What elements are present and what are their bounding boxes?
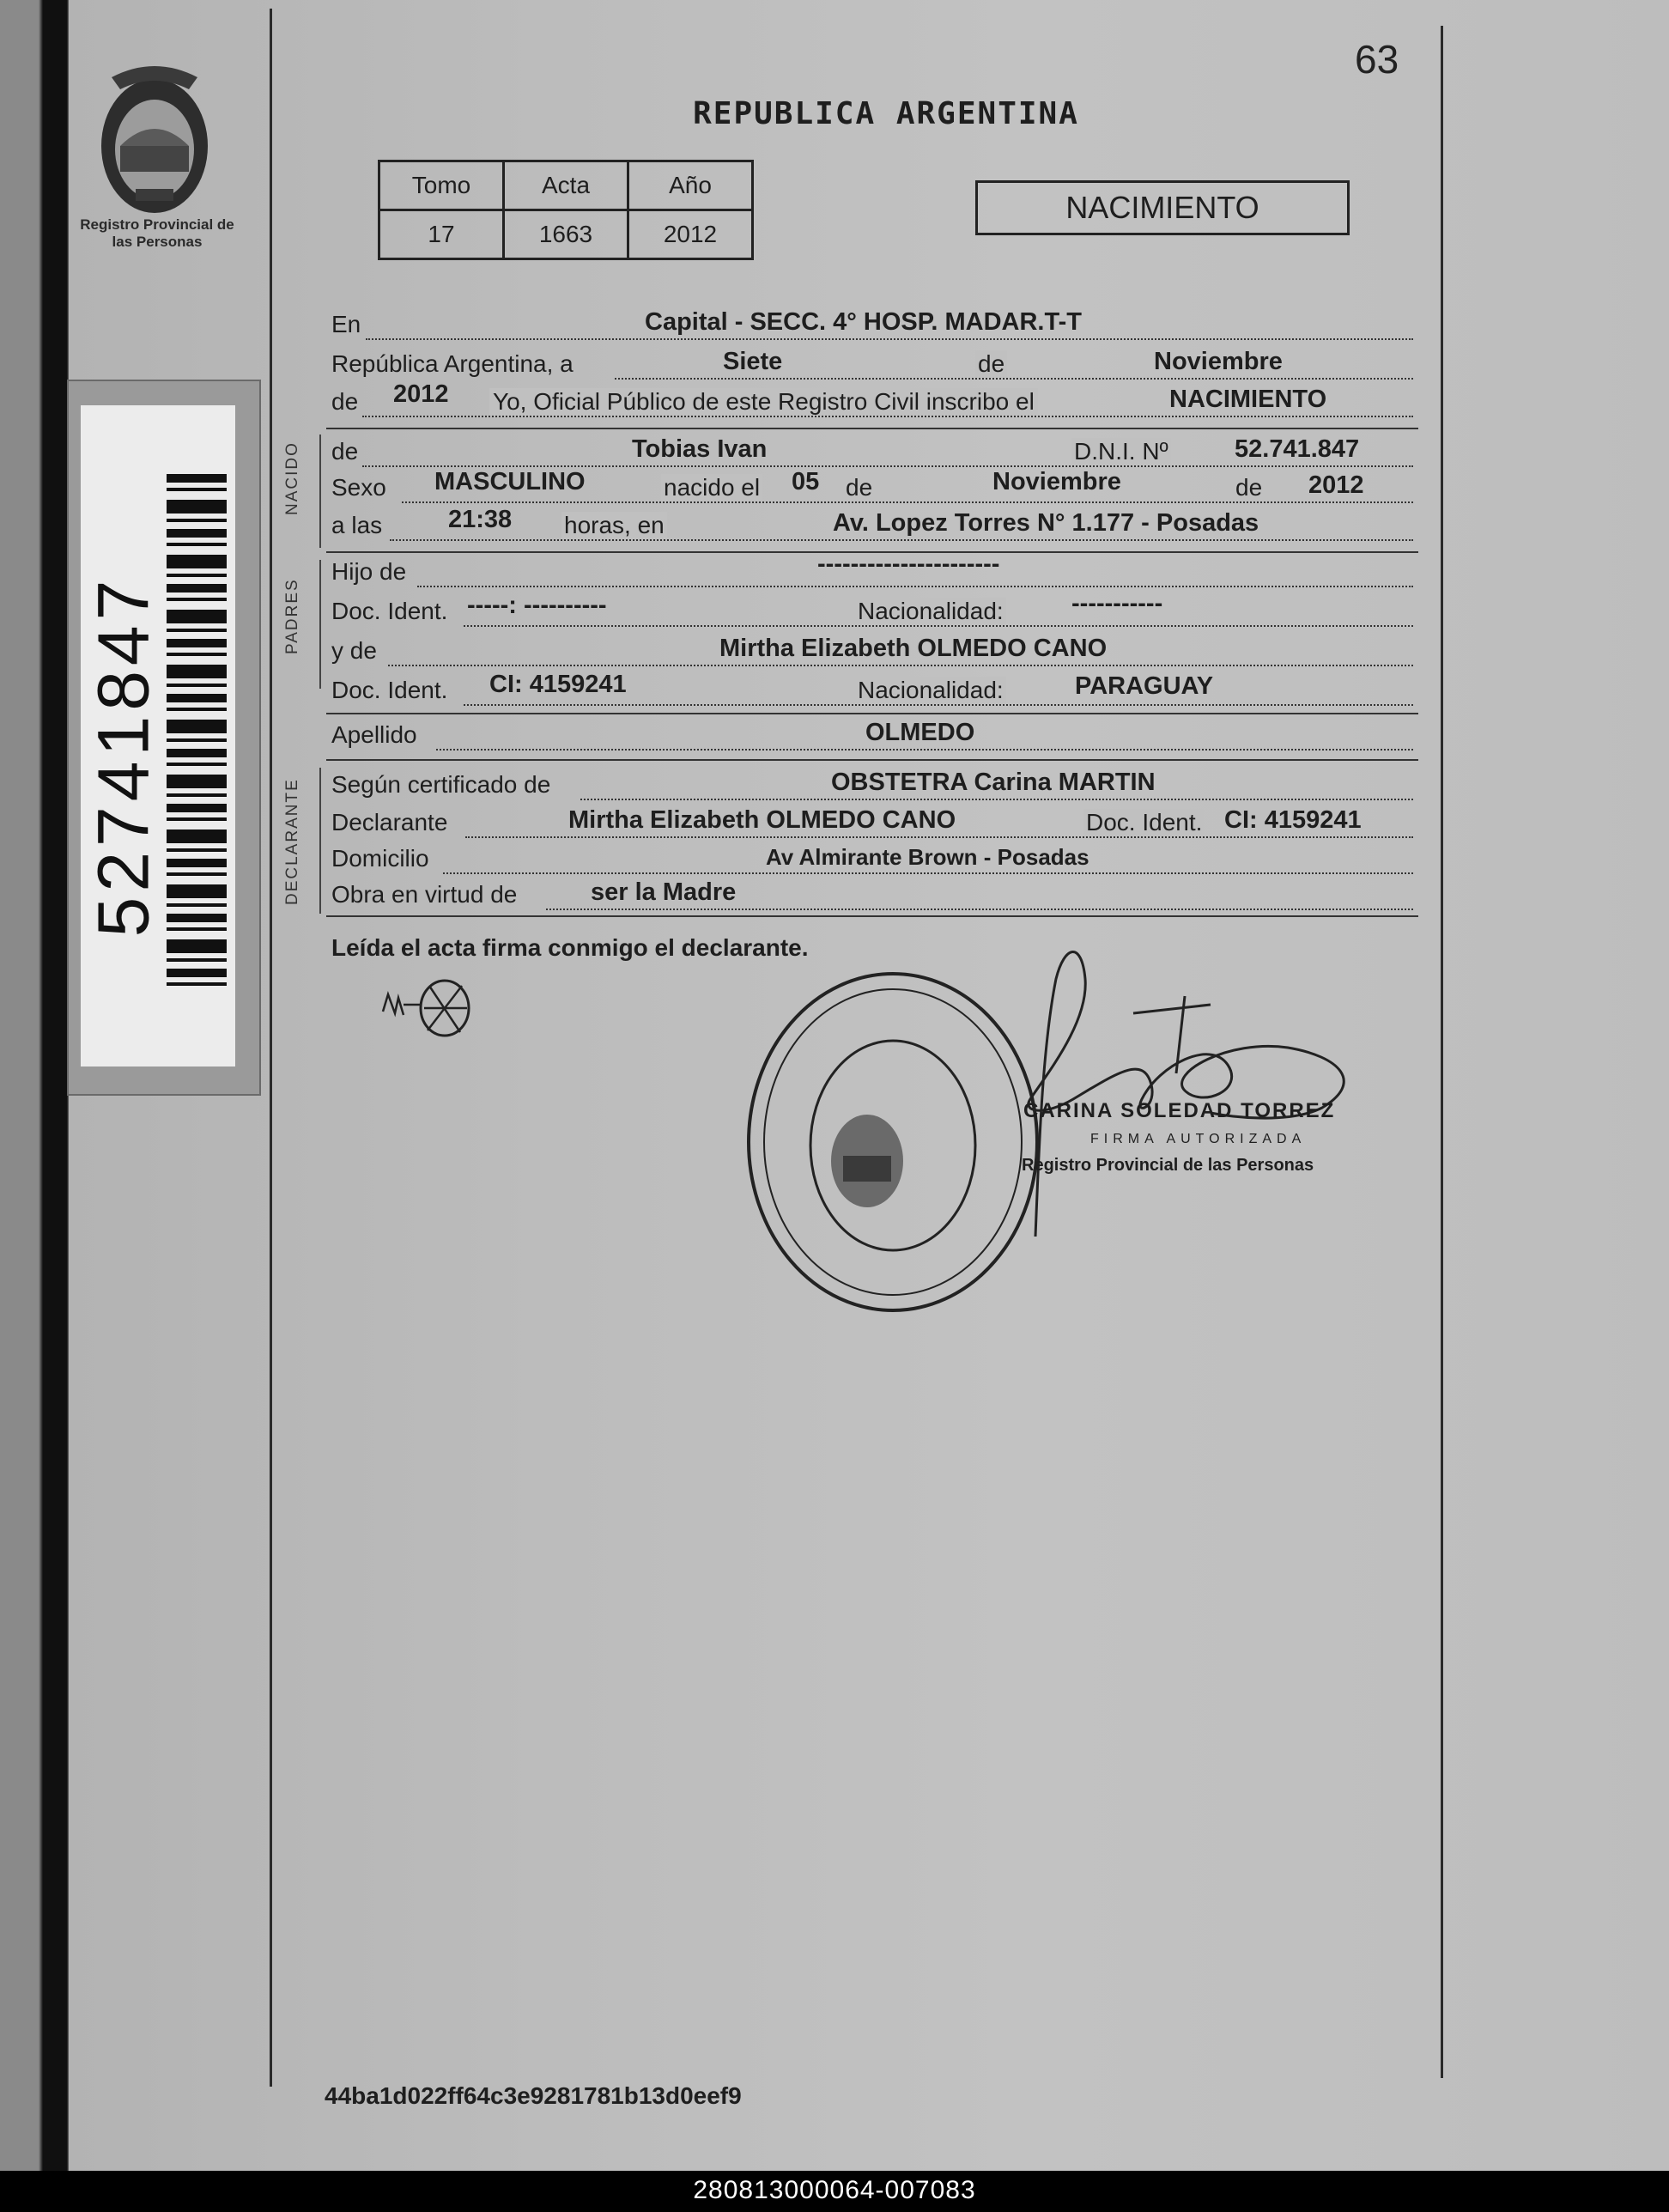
sexo-value: MASCULINO [434,468,586,495]
row-obra [331,876,1413,914]
row-certificado [331,766,1413,804]
record-table-header: Acta [504,161,628,210]
oficial-text: Yo, Oficial Público de este Registro Civil inscribo el [489,388,1038,416]
mother-doc: CI: 4159241 [489,671,627,698]
doc-ident-label: Doc. Ident. [1083,809,1205,836]
footer-bar [0,2171,1669,2212]
dotted-line [366,338,1413,340]
footer-id: 280813000064-007083 [693,2176,976,2204]
misiones-crest-icon [86,60,223,223]
declarante-label: Declarante [331,809,448,836]
de-label: de [843,474,875,501]
row-en [331,306,1413,343]
father-name: ---------------------- [817,550,1000,578]
hijo-de-label: Hijo de [331,558,407,585]
section-line [319,768,321,914]
barcode [167,474,227,989]
row-nacido-name [331,433,1413,471]
dotted-line [615,378,1413,380]
declarante-doc: CI: 4159241 [1224,806,1362,834]
year-value: 2012 [393,380,449,408]
de-label: de [1233,474,1265,501]
cert-value: OBSTETRA Carina MARTIN [831,769,1156,796]
right-rule [1441,26,1443,2078]
father-nationality: ----------- [1071,590,1163,617]
apellido-value: OLMEDO [865,719,975,746]
dotted-line [580,799,1413,800]
row-mother-doc [331,672,1413,709]
horas-en-label: horas, en [561,512,667,539]
mother-nationality: PARAGUAY [1075,672,1214,700]
month-value: Noviembre [1154,348,1283,375]
domicilio-label: Domicilio [331,845,429,872]
dotted-line [402,501,1413,503]
nacionalidad-label: Nacionalidad: [855,677,1006,704]
binding-strip [0,0,69,2171]
birth-time: 21:38 [448,506,513,533]
record-table [378,160,754,260]
declarante-name: Mirtha Elizabeth OLMEDO CANO [568,806,956,834]
dni-sticker [67,380,261,1096]
mother-name: Mirtha Elizabeth OLMEDO CANO [719,635,1108,662]
nacionalidad-label: Nacionalidad: [855,598,1006,625]
de-label: de [331,388,359,415]
closing-text: Leída el acta firma conmigo el declarante. [331,934,809,961]
section-label-padres: PADRES [283,578,301,654]
row-domicilio [331,840,1413,878]
dotted-line [464,704,1413,706]
record-table-cell: 1663 [504,210,628,259]
divider [326,428,1418,429]
declarant-signature-icon [378,960,489,1054]
row-republica [331,345,1413,383]
margin-rule [270,9,272,2087]
section-label-declarante: DECLARANTE [283,778,301,905]
dotted-line [388,665,1413,666]
dotted-line [436,749,1413,750]
a-las-label: a las [331,512,383,538]
apellido-label: Apellido [331,721,417,748]
record-table-header: Año [628,161,753,210]
day-value: Siete [723,348,783,375]
dotted-line [417,586,1413,587]
dni-label: D.N.I. Nº [1071,438,1171,465]
rep-label: República Argentina, a [331,350,574,377]
divider [326,759,1418,761]
section-label-nacido: NACIDO [283,441,301,515]
record-table-header: Tomo [379,161,504,210]
document-title: REPUBLICA ARGENTINA [693,96,1079,131]
y-de-label: y de [331,637,377,664]
row-a-las [331,507,1413,544]
birth-month: Noviembre [992,468,1121,495]
dotted-line [443,872,1413,874]
inscription-value: NACIMIENTO [1169,386,1327,413]
row-sexo [331,469,1413,507]
dni-sticker-number: 52741847 [82,574,164,938]
registry-label: Registro Provincial de las Personas [80,216,234,250]
child-dni: 52.741.847 [1235,435,1360,463]
de-label: de [975,350,1007,378]
dotted-line [546,908,1413,910]
row-apellido [331,716,1413,754]
father-doc: -----: ---------- [467,592,607,619]
page-number: 63 [1355,37,1399,82]
row-father-doc [331,592,1413,630]
section-line [319,560,321,689]
de-label: de [331,438,359,465]
place-value: Capital - SECC. 4° HOSP. MADAR.T-T [645,308,1082,336]
row-declarante [331,804,1413,842]
row-year [331,380,1413,421]
nacido-el-label: nacido el [661,474,762,501]
signer-name: CARINA SOLEDAD TORREZ [1023,1099,1336,1122]
official-seal-icon [738,962,1047,1322]
birth-year: 2012 [1308,471,1364,499]
record-type-box: NACIMIENTO [975,180,1350,235]
doc-ident-label: Doc. Ident. [331,677,448,703]
dotted-line [362,416,1413,417]
birth-day: 05 [792,468,820,495]
record-table-cell: 2012 [628,210,753,259]
row-hijo-de [331,550,1413,591]
section-line [319,434,321,548]
en-label: En [331,311,361,337]
dotted-line [390,539,1413,541]
record-table-cell: 17 [379,210,504,259]
sexo-label: Sexo [331,474,386,501]
document-hash: 44ba1d022ff64c3e9281781b13d0eef9 [325,2082,742,2109]
signer-registry: Registro Provincial de las Personas [1022,1156,1314,1175]
domicile-value: Av Almirante Brown - Posadas [766,844,1089,870]
child-name: Tobias Ivan [632,435,768,463]
divider [326,713,1418,714]
obra-label: Obra en virtud de [331,881,518,908]
dotted-line [362,465,1413,467]
row-y-de [331,632,1413,670]
birth-place: Av. Lopez Torres N° 1.177 - Posadas [833,509,1259,537]
doc-ident-label: Doc. Ident. [331,598,448,624]
dotted-line [464,625,1413,627]
signer-title: FIRMA AUTORIZADA [1090,1132,1307,1146]
dotted-line [465,836,1413,838]
divider [326,915,1418,917]
obra-value: ser la Madre [591,878,737,906]
cert-label: Según certificado de [331,771,551,798]
